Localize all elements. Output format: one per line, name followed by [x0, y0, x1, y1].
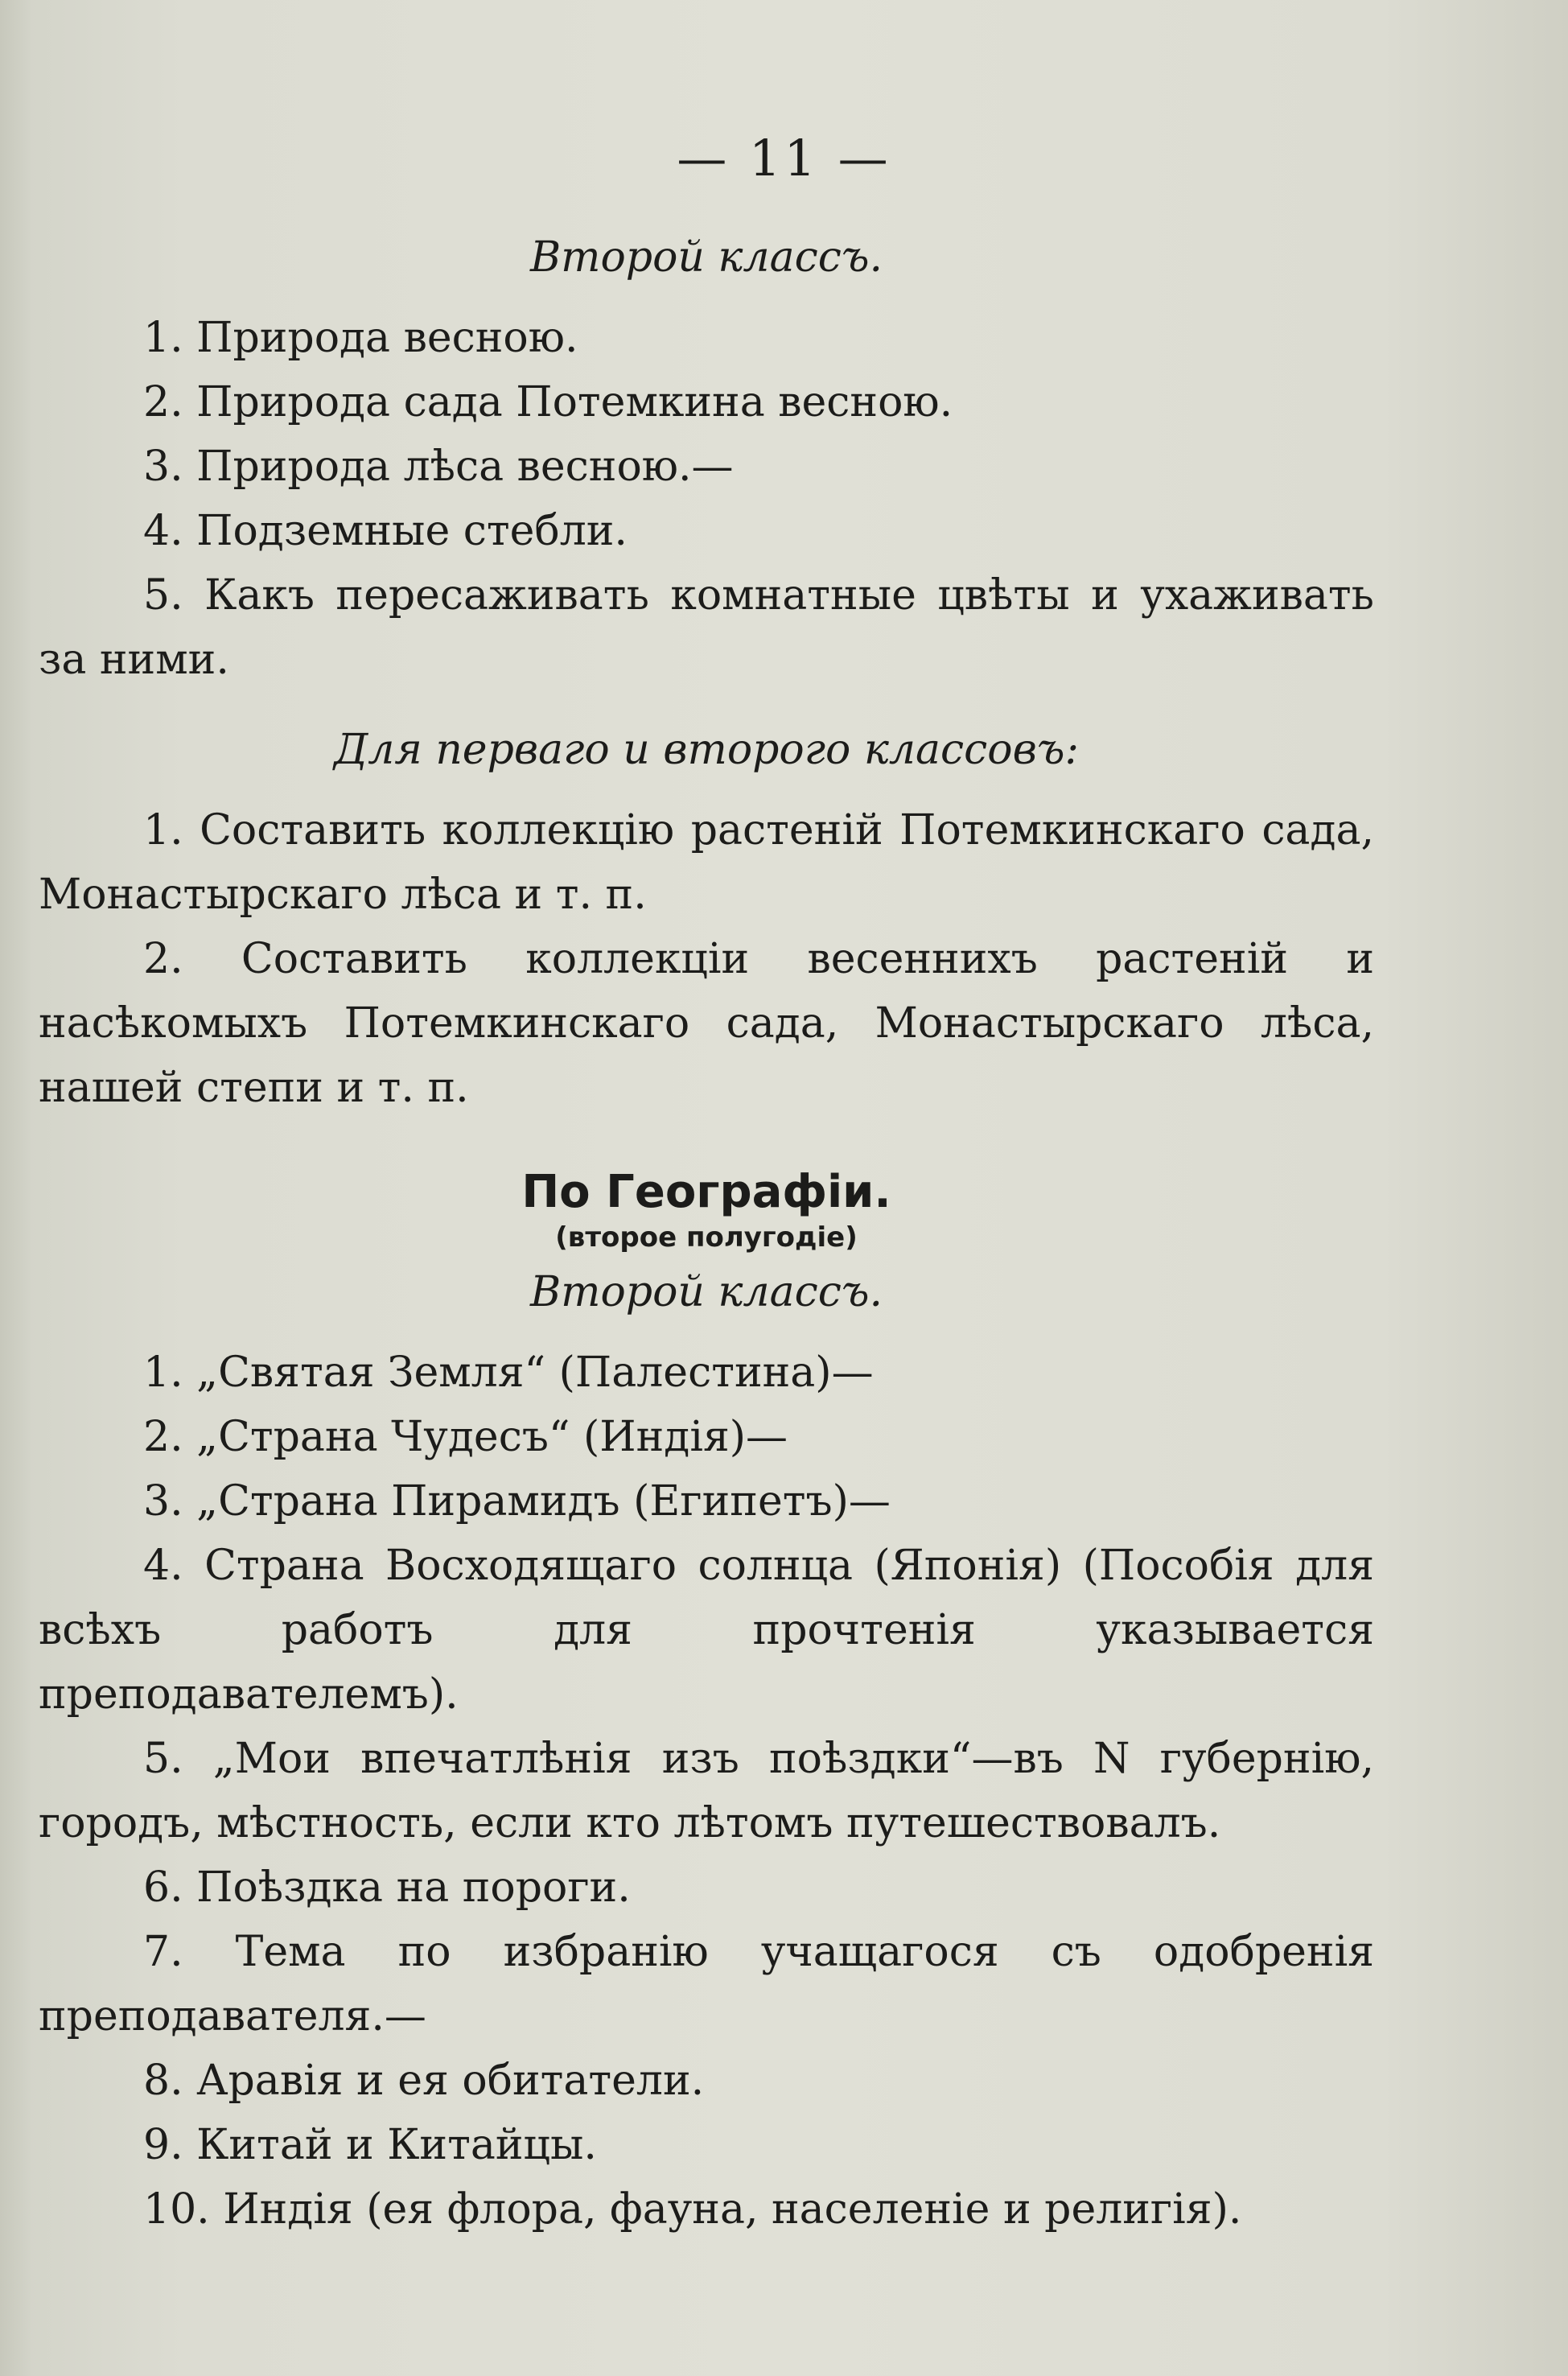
list-item: 9. Китай и Китайцы. [143, 2121, 597, 2169]
list-item: 6. Поѣздка на пороги. [143, 1863, 631, 1912]
list-item: 8. Аравія и ея обитатели. [143, 2057, 705, 2105]
section-heading-second-class: Второй классъ. [529, 1268, 883, 1316]
list-item: 1. „Святая Земля“ (Палестина)— [143, 1349, 874, 1397]
list-item: 2. „Страна Чудесъ“ (Индія)— [143, 1413, 788, 1461]
page-spine-shadow [0, 0, 32, 2376]
page-number: — 11 — [677, 129, 891, 187]
list-item: 2. Природа сада Потемкина весною. [143, 378, 953, 426]
geography-title: По Географіи. [521, 1166, 891, 1218]
geography-subtitle: (второе полугодіе) [555, 1221, 858, 1254]
list-item: 3. „Страна Пирамидъ (Египетъ)— [143, 1477, 891, 1526]
list-item: 5. Какъ пересаживать комнатные цвѣты и ухаживать за ними. [39, 571, 1374, 684]
list-item: 4. Подземные стебли. [143, 507, 628, 555]
list-item: 7. Тема по избранію учащагося съ одобренія преподавателя.— [39, 1928, 1374, 2040]
list-item: 4. Страна Восходящаго солнца (Японія) (Пособія для всѣхъ работъ для прочтенія указывается преподавателемъ). [39, 1542, 1374, 1719]
list-item: 5. „Мои впечатлѣнія изъ поѣздки“—въ N губернію, городъ, мѣстность, если кто лѣтомъ путешествовалъ. [39, 1735, 1374, 1847]
page-body [39, 233, 1374, 2242]
list-item: 3. Природа лѣса весною.— [143, 443, 734, 491]
section-heading-first-second-classes: Для перваго и второго классовъ: [333, 726, 1080, 774]
section-heading-second-class: Второй классъ. [529, 233, 883, 282]
list-item: 2. Составить коллекціи весеннихъ растеній и насѣкомыхъ Потемкинскаго сада, Монастырскаго лѣса, нашей степи и т. п. [39, 935, 1374, 1112]
list-item: 10. Индія (ея флора, фауна, населеніе и религія). [143, 2185, 1242, 2234]
list-item: 1. Природа весною. [143, 314, 578, 362]
list-item: 1. Составить коллекцію растеній Потемкинскаго сада, Монастырскаго лѣса и т. п. [39, 806, 1374, 919]
